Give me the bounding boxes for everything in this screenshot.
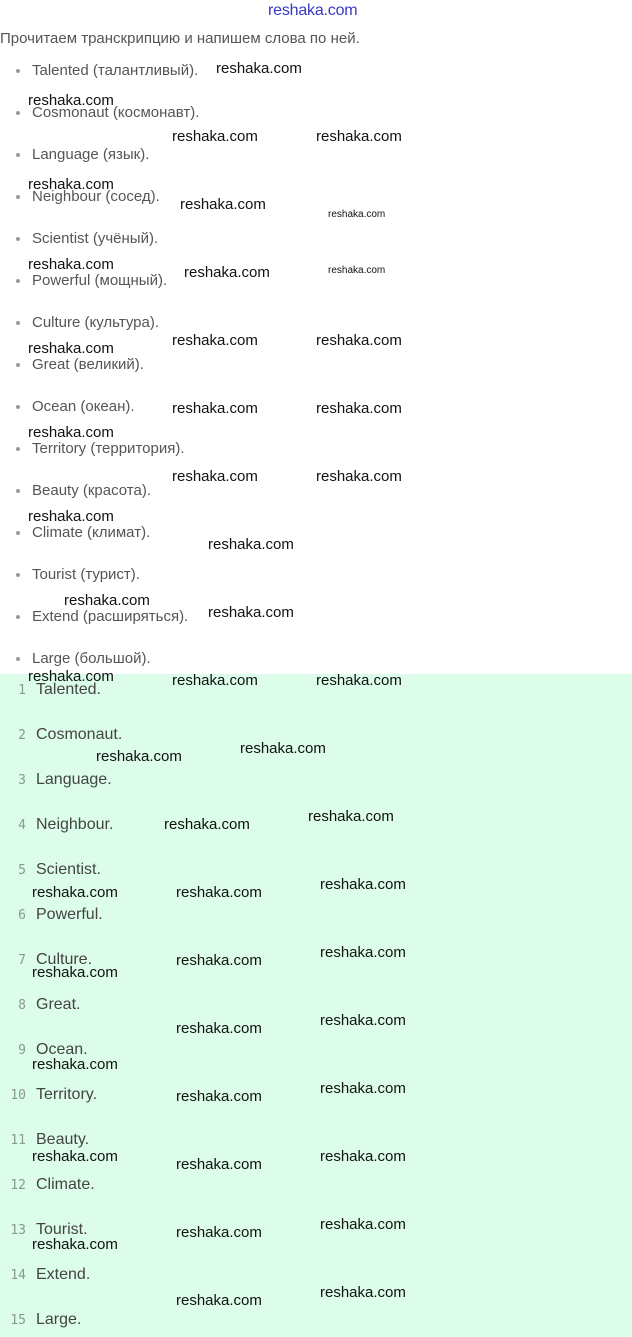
bullet-icon	[16, 447, 20, 451]
list-item: Extend (расширяться).	[16, 608, 188, 625]
intro-text: Прочитаем транскрипцию и напишем слова по ней.	[0, 30, 360, 47]
watermark-text: reshaka.com	[28, 424, 114, 441]
bullet-icon	[16, 405, 20, 409]
watermark-text: reshaka.com	[96, 748, 182, 765]
watermark-text: reshaka.com	[320, 1080, 406, 1097]
list-item: Neighbour (сосед).	[16, 188, 160, 205]
watermark-text: reshaka.com	[216, 60, 302, 77]
list-item: Large (большой).	[16, 650, 151, 667]
watermark-text: reshaka.com	[64, 592, 150, 609]
watermark-text: reshaka.com	[32, 1236, 118, 1253]
answer-row: 11 Beauty.	[10, 1131, 90, 1148]
answer-row: 4 Neighbour.	[18, 816, 114, 833]
answer-row: 12 Climate.	[10, 1176, 95, 1193]
list-item: Culture (культура).	[16, 314, 159, 331]
answer-row: 13 Tourist.	[10, 1221, 88, 1238]
watermark-text: reshaka.com	[316, 468, 402, 485]
answer-row: 5 Scientist.	[18, 861, 101, 878]
answer-row: 8 Great.	[18, 996, 81, 1013]
watermark-text: reshaka.com	[32, 964, 118, 981]
bullet-icon	[16, 573, 20, 577]
watermark-text: reshaka.com	[208, 536, 294, 553]
watermark-text: reshaka.com	[176, 884, 262, 901]
watermark-text: reshaka.com	[320, 1216, 406, 1233]
bullet-icon	[16, 237, 20, 241]
answer-row: 1 Talented.	[18, 681, 101, 698]
bullet-icon	[16, 657, 20, 661]
bullet-icon	[16, 489, 20, 493]
watermark-text: reshaka.com	[172, 332, 258, 349]
watermark-text: reshaka.com	[320, 944, 406, 961]
watermark-text: reshaka.com	[320, 1284, 406, 1301]
watermark-text: reshaka.com	[28, 92, 114, 109]
site-header[interactable]: reshaka.com	[268, 2, 358, 19]
answer-row: 9 Ocean.	[18, 1041, 88, 1058]
bullet-icon	[16, 531, 20, 535]
watermark-text: reshaka.com	[176, 952, 262, 969]
watermark-text: reshaka.com	[176, 1088, 262, 1105]
watermark-text: reshaka.com	[32, 884, 118, 901]
list-item: Talented (талантливый).	[16, 62, 198, 79]
answer-row: 14 Extend.	[10, 1266, 91, 1283]
list-item: Territory (территория).	[16, 440, 185, 457]
answer-row: 2 Cosmonaut.	[18, 726, 123, 743]
bullet-icon	[16, 615, 20, 619]
answer-row: 7 Culture.	[18, 951, 93, 968]
watermark-text: reshaka.com	[328, 209, 386, 220]
bullet-icon	[16, 321, 20, 325]
watermark-text: reshaka.com	[184, 264, 270, 281]
list-item: Scientist (учёный).	[16, 230, 158, 247]
bullet-icon	[16, 153, 20, 157]
watermark-text: reshaka.com	[28, 176, 114, 193]
answer-row: 10 Territory.	[10, 1086, 98, 1103]
watermark-text: reshaka.com	[328, 265, 386, 276]
bullet-icon	[16, 363, 20, 367]
watermark-text: reshaka.com	[176, 1224, 262, 1241]
watermark-text: reshaka.com	[176, 1156, 262, 1173]
watermark-text: reshaka.com	[180, 196, 266, 213]
list-item: Language (язык).	[16, 146, 149, 163]
watermark-text: reshaka.com	[164, 816, 250, 833]
watermark-text: reshaka.com	[320, 876, 406, 893]
list-item: Beauty (красота).	[16, 482, 151, 499]
watermark-text: reshaka.com	[32, 1148, 118, 1165]
list-item: Great (великий).	[16, 356, 144, 373]
list-item: Ocean (океан).	[16, 398, 135, 415]
list-item: Cosmonaut (космонавт).	[16, 104, 199, 121]
watermark-text: reshaka.com	[172, 672, 258, 689]
watermark-text: reshaka.com	[316, 400, 402, 417]
watermark-text: reshaka.com	[172, 400, 258, 417]
watermark-text: reshaka.com	[28, 256, 114, 273]
watermark-text: reshaka.com	[32, 1056, 118, 1073]
watermark-text: reshaka.com	[28, 668, 114, 685]
answer-row: 6 Powerful.	[18, 906, 103, 923]
bullet-icon	[16, 111, 20, 115]
watermark-text: reshaka.com	[172, 468, 258, 485]
list-item: Climate (климат).	[16, 524, 150, 541]
bullet-icon	[16, 69, 20, 73]
watermark-text: reshaka.com	[208, 604, 294, 621]
list-item: Powerful (мощный).	[16, 272, 167, 289]
watermark-text: reshaka.com	[308, 808, 394, 825]
watermark-text: reshaka.com	[316, 672, 402, 689]
watermark-text: reshaka.com	[176, 1292, 262, 1309]
list-item: Tourist (турист).	[16, 566, 140, 583]
answer-row: 15 Large.	[10, 1311, 82, 1328]
watermark-text: reshaka.com	[316, 332, 402, 349]
bullet-icon	[16, 279, 20, 283]
watermark-text: reshaka.com	[172, 128, 258, 145]
watermark-text: reshaka.com	[28, 508, 114, 525]
watermark-text: reshaka.com	[320, 1012, 406, 1029]
watermark-text: reshaka.com	[316, 128, 402, 145]
watermark-text: reshaka.com	[320, 1148, 406, 1165]
watermark-text: reshaka.com	[176, 1020, 262, 1037]
answer-row: 3 Language.	[18, 771, 112, 788]
bullet-icon	[16, 195, 20, 199]
watermark-text: reshaka.com	[28, 340, 114, 357]
watermark-text: reshaka.com	[240, 740, 326, 757]
